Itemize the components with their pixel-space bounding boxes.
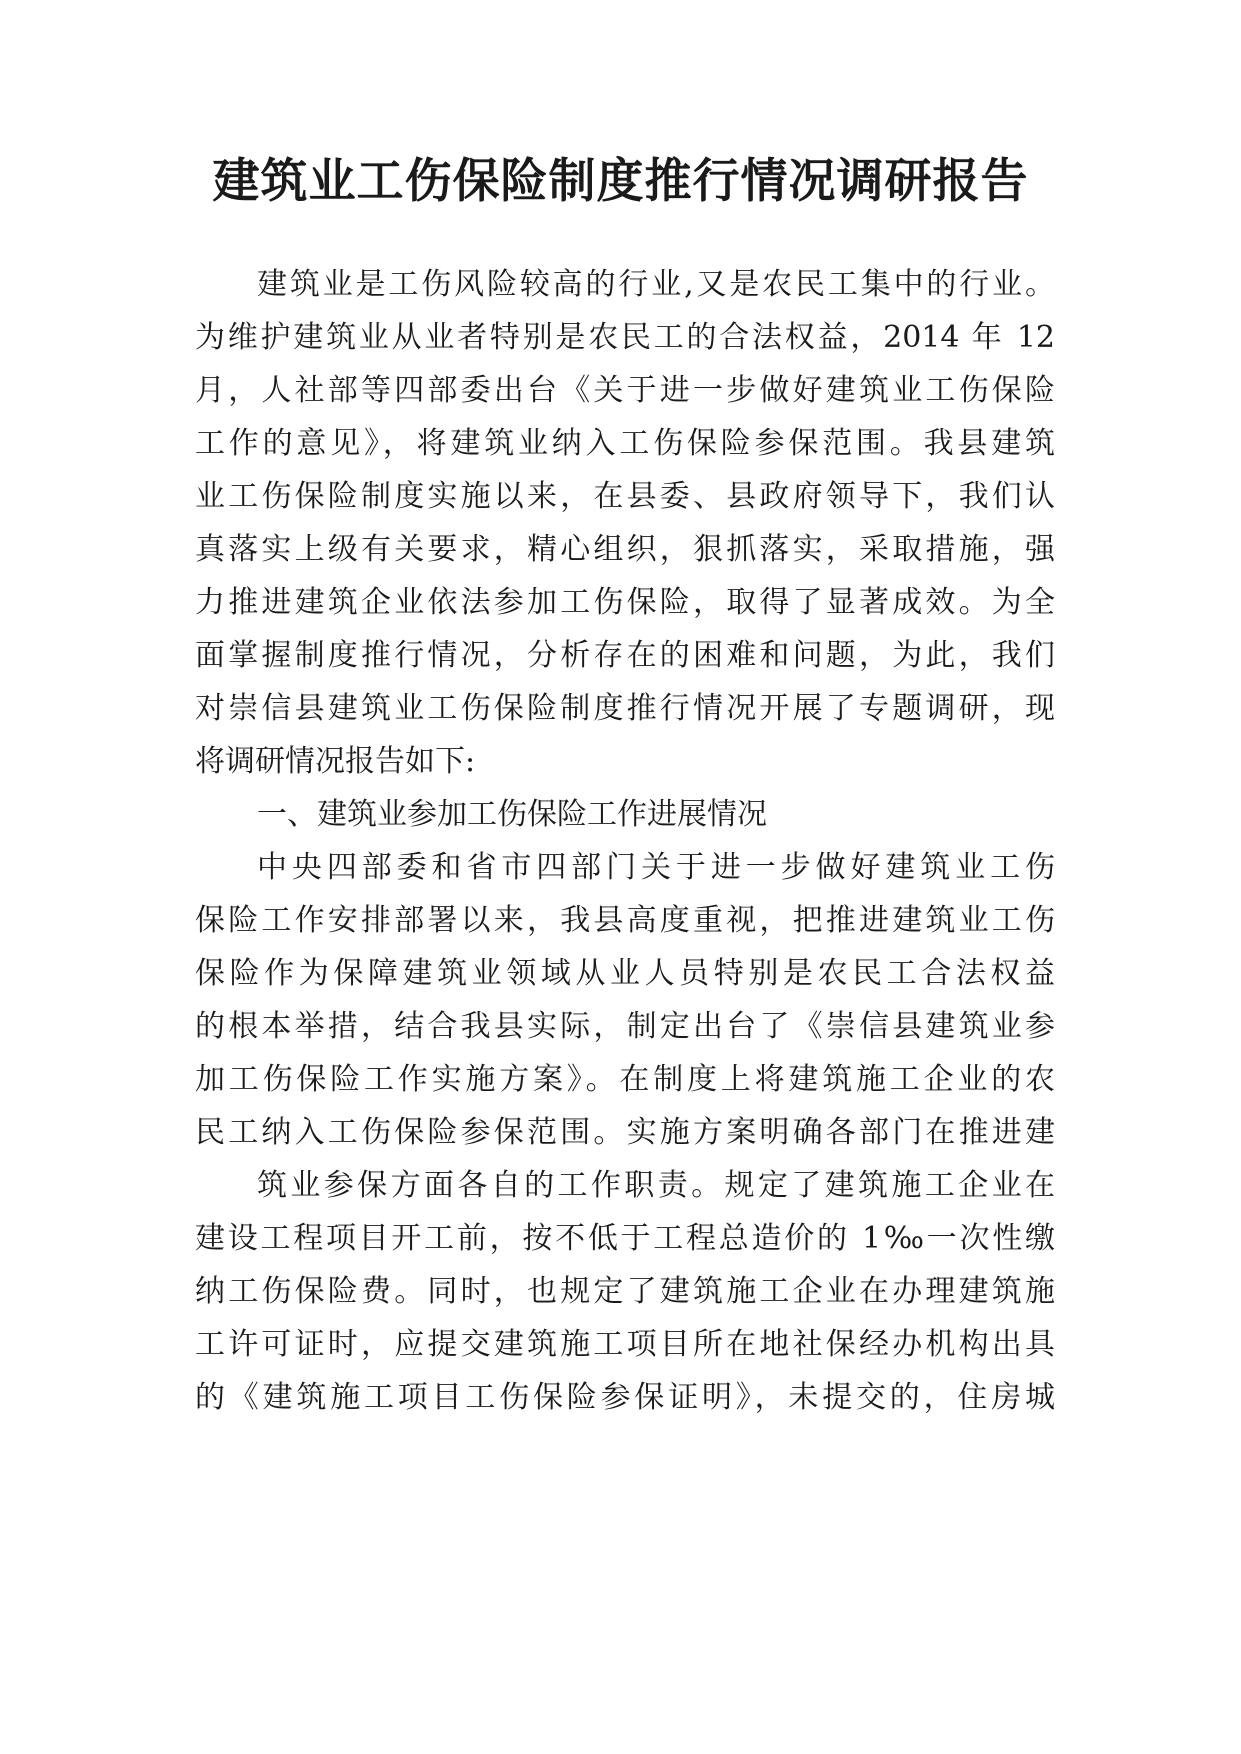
body-line: 的根本举措，结合我县实际，制定出台了《崇信县建筑业参 (195, 1009, 1055, 1044)
body-line: 面掌握制度推行情况，分析存在的困难和问题，为此，我们 (195, 638, 1055, 673)
body-line: 力推进建筑企业依法参加工伤保险，取得了显著成效。为全 (195, 585, 1055, 620)
body-line: 建筑业是工伤风险较高的行业,又是农民工集中的行业。 (257, 267, 1055, 302)
document-title: 建筑业工伤保险制度推行情况调研报告 (212, 154, 1029, 209)
body-line: 为维护建筑业从业者特别是农民工的合法权益，2014 年 12 (195, 320, 1055, 355)
body-line: 的《建筑施工项目工伤保险参保证明》，未提交的，住房城 (195, 1380, 1055, 1415)
body-line: 筑业参保方面各自的工作职责。规定了建筑施工企业在 (257, 1168, 1055, 1203)
section-heading: 一、建筑业参加工伤保险工作进展情况 (257, 797, 767, 832)
body-line: 工作的意见》，将建筑业纳入工伤保险参保范围。我县建筑 (195, 426, 1055, 461)
body-line: 民工纳入工伤保险参保范围。实施方案明确各部门在推进建 (195, 1115, 1055, 1150)
body-line: 对崇信县建筑业工伤保险制度推行情况开展了专题调研，现 (195, 691, 1055, 726)
body-line: 纳工伤保险费。同时，也规定了建筑施工企业在办理建筑施 (195, 1274, 1055, 1309)
body-line: 真落实上级有关要求，精心组织，狠抓落实，采取措施，强 (195, 532, 1055, 567)
body-line: 工许可证时，应提交建筑施工项目所在地社保经办机构出具 (195, 1327, 1055, 1362)
body-line: 建设工程项目开工前，按不低于工程总造价的 1‰一次性缴 (195, 1221, 1055, 1256)
body-line: 月，人社部等四部委出台《关于进一步做好建筑业工伤保险 (195, 373, 1055, 408)
body-line: 保险作为保障建筑业领域从业人员特别是农民工合法权益 (195, 956, 1055, 991)
body-line: 保险工作安排部署以来，我县高度重视，把推进建筑业工伤 (195, 903, 1055, 938)
body-line: 将调研情况报告如下: (195, 744, 476, 779)
body-line: 中央四部委和省市四部门关于进一步做好建筑业工伤 (257, 850, 1055, 885)
body-line: 加工伤保险工作实施方案》。在制度上将建筑施工企业的农 (195, 1062, 1055, 1097)
body-line: 业工伤保险制度实施以来，在县委、县政府领导下，我们认 (195, 479, 1055, 514)
